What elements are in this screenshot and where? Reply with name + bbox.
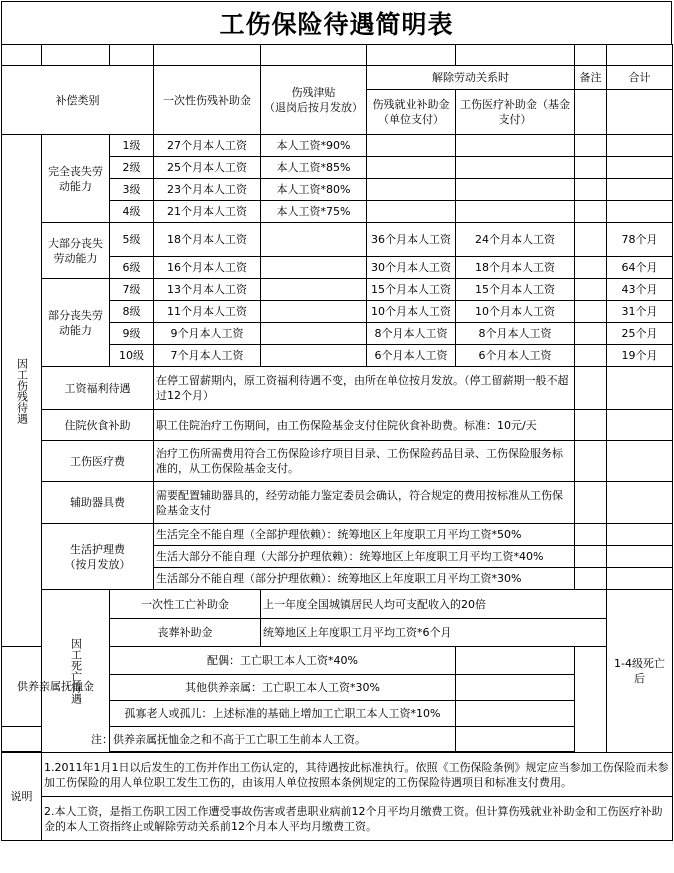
allowance-cell: 本人工资*85% [261, 157, 367, 179]
employment-cell: 8个月本人工资 [367, 323, 456, 345]
grade-row [2, 279, 673, 301]
total-cell [607, 201, 673, 223]
medical-cell [456, 135, 575, 157]
notes-row [2, 753, 673, 797]
lump-cell: 7个月本人工资 [154, 345, 261, 367]
dependents-item: 其他供养亲属：工亡职工本人工资*30% [110, 675, 456, 701]
employment-cell [367, 179, 456, 201]
allowance-cell [261, 345, 367, 367]
allowance-cell [261, 301, 367, 323]
lump-cell: 16个月本人工资 [154, 257, 261, 279]
grade-cell: 10级 [110, 345, 154, 367]
header-employment-subsidy: 伤残就业补助金（单位支付） [367, 90, 456, 135]
total-cell: 25个月 [607, 323, 673, 345]
nursing-item: 生活完全不能自理（全部护理依赖）：统筹地区上年度职工月平均工资*50% [154, 524, 575, 546]
notes-row [2, 797, 673, 841]
notes-label: 说明 [2, 753, 42, 841]
grade-cell: 1级 [110, 135, 154, 157]
group-full: 完全丧失劳动能力 [42, 135, 110, 223]
medical-label: 工伤医疗费 [42, 441, 154, 482]
header-allowance-line2: （退岗后按月发放） [264, 101, 363, 114]
allowance-cell [261, 257, 367, 279]
total-cell [607, 157, 673, 179]
aids-label: 辅助器具费 [42, 482, 154, 524]
medical-cell: 18个月本人工资 [456, 257, 575, 279]
grade-cell: 3级 [110, 179, 154, 201]
employment-cell: 30个月本人工资 [367, 257, 456, 279]
nursing-label-line1: 生活护理费 [70, 542, 125, 556]
nursing-item: 生活部分不能自理（部分护理依赖）：统筹地区上年度职工月平均工资*30% [154, 568, 575, 590]
notes-item: 1.2011年1月1日以后发生的工伤并作出工伤认定的，其待遇按此标准执行。依照《工伤保险条例》规定应当参加工伤保险而未参加工伤保险的用人单位职工发生工伤的，由该用人单位按照本条例规定的工伤保险待遇项目和标准支付费用。 [42, 753, 673, 797]
lump-cell: 21个月本人工资 [154, 201, 261, 223]
lump-cell: 23个月本人工资 [154, 179, 261, 201]
employment-cell: 6个月本人工资 [367, 345, 456, 367]
lump-cell: 11个月本人工资 [154, 301, 261, 323]
header-total: 合计 [607, 66, 673, 90]
nursing-row [2, 524, 673, 546]
dependents-note: 注：供养亲属抚恤金之和不高于工亡职工生前本人工资。 [2, 727, 456, 752]
header-medical-subsidy: 工伤医疗补助金（基金支付） [456, 90, 575, 135]
allowance-cell: 本人工资*90% [261, 135, 367, 157]
total-cell [607, 135, 673, 157]
page-title: 工伤保险待遇简明表 [1, 1, 672, 45]
grade-cell: 9级 [110, 323, 154, 345]
dependents-label: 供养亲属抚恤金 [2, 647, 110, 727]
allowance-cell: 本人工资*75% [261, 201, 367, 223]
total-cell: 64个月 [607, 257, 673, 279]
employment-cell: 10个月本人工资 [367, 301, 456, 323]
header-category: 补偿类别 [2, 66, 154, 135]
total-cell: 43个月 [607, 279, 673, 301]
funeral-label: 丧葬补助金 [110, 619, 261, 647]
lump-cell: 9个月本人工资 [154, 323, 261, 345]
header-row-1 [2, 66, 673, 90]
allowance-cell [261, 223, 367, 257]
total-cell [607, 179, 673, 201]
header-lump-sum: 一次性伤残补助金 [154, 66, 261, 135]
medical-cell [456, 179, 575, 201]
meal-label: 住院伙食补助 [42, 410, 154, 441]
lump-cell: 25个月本人工资 [154, 157, 261, 179]
nursing-item: 生活大部分不能自理（大部分护理依赖）：统筹地区上年度职工月平均工资*40% [154, 546, 575, 568]
allowance-cell [261, 323, 367, 345]
employment-cell [367, 135, 456, 157]
total-cell: 31个月 [607, 301, 673, 323]
aids-text: 需要配置辅助器具的，经劳动能力鉴定委员会确认，符合规定的费用按标准从工伤保险基金支付 [154, 482, 575, 524]
nursing-label [42, 524, 154, 590]
dependents-note-row [2, 727, 673, 752]
meal-text: 职工住院治疗工伤期间，由工伤保险基金支付住院伙食补助费。标准：10元/天 [154, 410, 575, 441]
employment-cell [367, 157, 456, 179]
total-cell: 78个月 [607, 223, 673, 257]
header-allowance [261, 66, 367, 135]
dependents-row [2, 647, 673, 675]
grade-cell: 7级 [110, 279, 154, 301]
employment-cell: 15个月本人工资 [367, 279, 456, 301]
allowance-cell [261, 279, 367, 301]
allowance-cell: 本人工资*80% [261, 179, 367, 201]
employment-cell [367, 201, 456, 223]
death-lump-text: 上一年度全国城镇居民人均可支配收入的20倍 [261, 590, 607, 619]
employment-cell: 36个月本人工资 [367, 223, 456, 257]
group-most: 大部分丧失劳动能力 [42, 223, 110, 279]
medical-cell: 8个月本人工资 [456, 323, 575, 345]
medical-text: 治疗工伤所需费用符合工伤保险诊疗项目目录、工伤保险药品目录、工伤保险服务标准的，从工伤保险基金支付。 [154, 441, 575, 482]
header-allowance-line1: 伤残津贴 [291, 86, 336, 99]
header-remark: 备注 [575, 66, 607, 90]
notes-item: 2.本人工资，是指工伤职工因工作遭受事故伤害或者患职业病前12个月平均月缴费工资。但计算伤残就业补助金和工伤医疗补助金的本人工资指终止或解除劳动关系前12个月本人平均月缴费工资。 [42, 797, 673, 841]
death-lump-label: 一次性工亡补助金 [110, 590, 261, 619]
medical-row [2, 441, 673, 482]
dependents-item: 配偶：工亡职工本人工资*40% [110, 647, 456, 675]
grade-row [2, 135, 673, 157]
injury-section-label: 因工伤残待遇 [2, 135, 42, 647]
medical-cell [456, 201, 575, 223]
funeral-text: 统筹地区上年度职工月平均工资*6个月 [261, 619, 607, 647]
death-section-label: 因工死亡待遇 [42, 590, 110, 753]
wage-welfare-text: 在停工留薪期内，原工资福利待遇不变，由所在单位按月发放。（停工留薪期一般不超过12个月） [154, 367, 575, 410]
grade-cell: 5级 [110, 223, 154, 257]
aids-row [2, 482, 673, 524]
grade-cell: 2级 [110, 157, 154, 179]
nursing-label-line2: （按月发放） [64, 557, 131, 571]
grade-row [2, 223, 673, 257]
death-lump-row [2, 590, 673, 619]
header-termination: 解除劳动关系时 [367, 66, 575, 90]
wage-welfare-row [2, 367, 673, 410]
lump-cell: 27个月本人工资 [154, 135, 261, 157]
medical-cell: 24个月本人工资 [456, 223, 575, 257]
lump-cell: 18个月本人工资 [154, 223, 261, 257]
medical-cell: 15个月本人工资 [456, 279, 575, 301]
death-remark: 1-4级死亡后 [607, 590, 673, 753]
grade-cell: 6级 [110, 257, 154, 279]
group-partial: 部分丧失劳动能力 [42, 279, 110, 367]
grade-cell: 8级 [110, 301, 154, 323]
medical-cell [456, 157, 575, 179]
grade-cell: 4级 [110, 201, 154, 223]
medical-cell: 6个月本人工资 [456, 345, 575, 367]
wage-welfare-label: 工资福利待遇 [42, 367, 154, 410]
total-cell: 19个月 [607, 345, 673, 367]
blank-row [2, 45, 673, 66]
benefits-table [1, 44, 673, 841]
meal-row [2, 410, 673, 441]
lump-cell: 13个月本人工资 [154, 279, 261, 301]
medical-cell: 10个月本人工资 [456, 301, 575, 323]
dependents-item: 孤寡老人或孤儿：上述标准的基础上增加工亡职工本人工资*10% [110, 701, 456, 727]
